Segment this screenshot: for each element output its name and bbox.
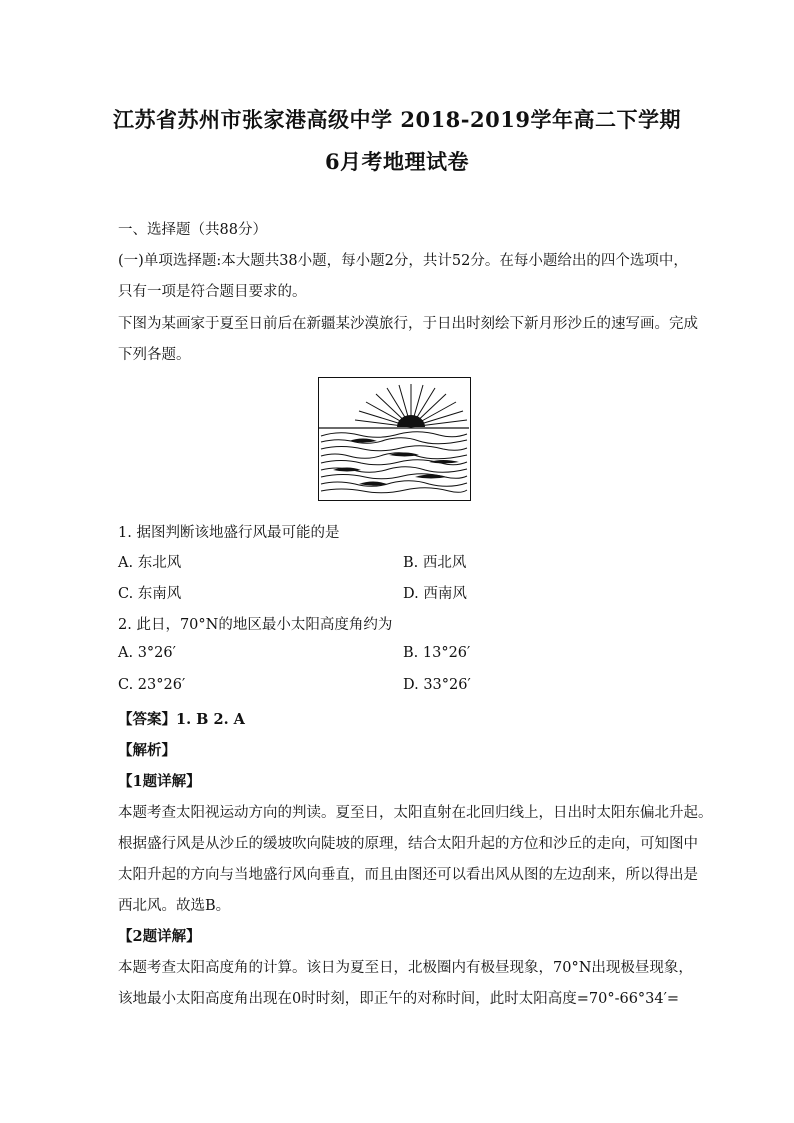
q2-option-b: B. 13°26′ [403,645,471,661]
q1-stem: 1. 据图判断该地盛行风最可能的是 [118,525,340,541]
detail2-line: 本题考查太阳高度角的计算。该日为夏至日，北极圈内有极昼现象，70°N出现极昼现象， [118,960,693,976]
detail1-line: 根据盛行风是从沙丘的缓坡吹向陡坡的原理，结合太阳升起的方位和沙丘的走向，可知图中 [118,836,698,852]
sun-rising-over-dunes-icon [319,378,469,499]
q2-option-c: C. 23°26′ [118,677,186,693]
doc-title-line1: 江苏省苏州市张家港高级中学 2018-2019学年高二下学期 [113,107,681,132]
q1-option-a: A. 东北风 [118,555,182,571]
instructions-line2: 只有一项是符合题目要求的。 [118,284,307,300]
context-line2: 下列各题。 [118,347,191,363]
q2-stem: 2. 此日，70°N的地区最小太阳高度角约为 [118,617,393,633]
dune-sunrise-figure [318,377,471,501]
detail2-line: 该地最小太阳高度角出现在0时时刻，即正午的对称时间，此时太阳高度=70°-66°34′= [118,991,680,1007]
q2-option-d: D. 33°26′ [403,677,471,693]
section-heading: 一、选择题（共88分） [118,222,267,238]
q1-option-b: B. 西北风 [403,555,467,571]
answer-line: 【答案】1. B 2. A [118,711,245,728]
detail2-heading: 【2题详解】 [118,928,201,945]
instructions-line1: (一)单项选择题:本大题共38小题，每小题2分，共计52分。在每小题给出的四个选项中， [118,253,688,269]
analysis-heading: 【解析】 [118,742,176,759]
q1-option-c: C. 东南风 [118,586,182,602]
detail1-line: 本题考查太阳视运动方向的判读。夏至日，太阳直射在北回归线上，日出时太阳东偏北升起。 [118,805,713,821]
context-line1: 下图为某画家于夏至日前后在新疆某沙漠旅行，于日出时刻绘下新月形沙丘的速写画。完成 [118,316,698,332]
detail1-heading: 【1题详解】 [118,773,201,790]
q1-option-d: D. 西南风 [403,586,467,602]
detail1-line: 西北风。故选B。 [118,898,231,914]
doc-title-line2: 6月考地理试卷 [324,149,470,174]
detail1-line: 太阳升起的方向与当地盛行风向垂直，而且由图还可以看出风从图的左边刮来，所以得出是 [118,867,698,883]
q2-option-a: A. 3°26′ [118,645,176,661]
